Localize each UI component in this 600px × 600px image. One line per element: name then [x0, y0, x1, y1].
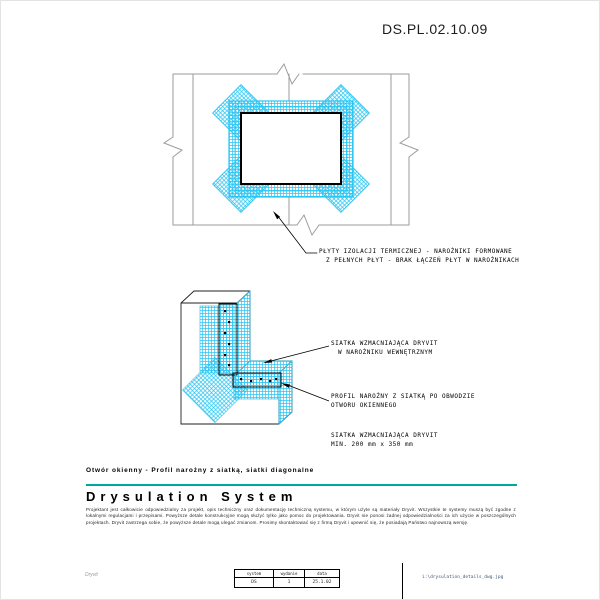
window-plan-diagram	[164, 64, 418, 253]
mesh-corner-note	[331, 339, 438, 357]
document-code: DS.PL.02.10.09	[382, 21, 488, 37]
break-symbol-bottom	[297, 215, 319, 235]
window-opening	[241, 113, 341, 184]
break-symbol-right	[400, 137, 418, 157]
table-value-issue: 1	[274, 578, 305, 588]
mesh-size-note-line2: MIN. 200 mm x 350 mm	[331, 441, 414, 448]
mesh-size-note	[331, 431, 438, 449]
table-header-row	[235, 570, 340, 578]
plate-note-line1: PŁYTY IZOLACJI TERMICZNEJ - NAROŻNIKI FORMOWANE	[319, 248, 513, 255]
corner-3d-diagram	[181, 291, 329, 424]
table-value-date: 25.1.02	[305, 578, 340, 588]
table-value-system: DS	[235, 578, 274, 588]
plate-note-line2: Z PEŁNYCH PŁYT - BRAK ŁĄCZEŃ PŁYT W NAROŻNIKACH	[326, 257, 520, 264]
mesh-size-note-line1: SIATKA WZMACNIAJĄCA DRYVIT	[331, 432, 438, 439]
mesh-corner-leader	[263, 346, 329, 363]
profile-note-line1: PROFIL NAROŻNY Z SIATKĄ PO OBWODZIE	[331, 393, 475, 400]
brand-mark: Dryvit	[85, 572, 98, 578]
accent-rule	[86, 484, 517, 486]
disclaimer-text: Projektant jest całkowicie odpowiedzialny za projekt, opis techniczny oraz dokumentację techniczną systemu, w którym użyte są materiały Dryvit. Wszystkie te systemy muszą być zgodne z lokalnymi regulacjami i przepisami. Powyższe detale konstrukcyjne mogą służyć tylko jako pomoc do projektowania. Dryvit nie ponosi żadnej odpowiedzialności za ich użycie w poszczególnych projektach. Dryvit zastrzega sobie, że powyższe detale mogą ulegać zmianom. Prosimy skontaktować się z firmą Dryvit i upewnić się, że posiadają Państwo najnowszą wersję.	[86, 507, 516, 525]
sheet-subtitle: Otwór okienny - Profil narożny z siatką, siatki diagonalne	[86, 467, 315, 474]
table-header-date: data	[305, 570, 340, 578]
profile-note	[331, 392, 475, 410]
table-header-issue: wydanie	[274, 570, 305, 578]
system-title: Drysulation System	[86, 489, 298, 504]
profile-note-line2: OTWORU OKIENNEGO	[331, 402, 397, 409]
file-reference: i:\drysulation_details_dwg.jpg	[422, 575, 504, 580]
plate-note	[319, 247, 519, 265]
mesh-corner-note-line2: W NAROŻNIKU WEWNĘTRZNYM	[338, 349, 433, 356]
footer-divider	[402, 563, 403, 599]
title-block-table	[234, 569, 340, 588]
table-header-system: system	[235, 570, 274, 578]
jamb-return-mesh	[237, 291, 250, 373]
mesh-corner-note-line1: SIATKA WZMACNIAJĄCA DRYVIT	[331, 340, 438, 347]
break-symbol-top	[277, 64, 299, 84]
table-value-row	[235, 578, 340, 588]
break-symbol-left	[164, 137, 182, 157]
